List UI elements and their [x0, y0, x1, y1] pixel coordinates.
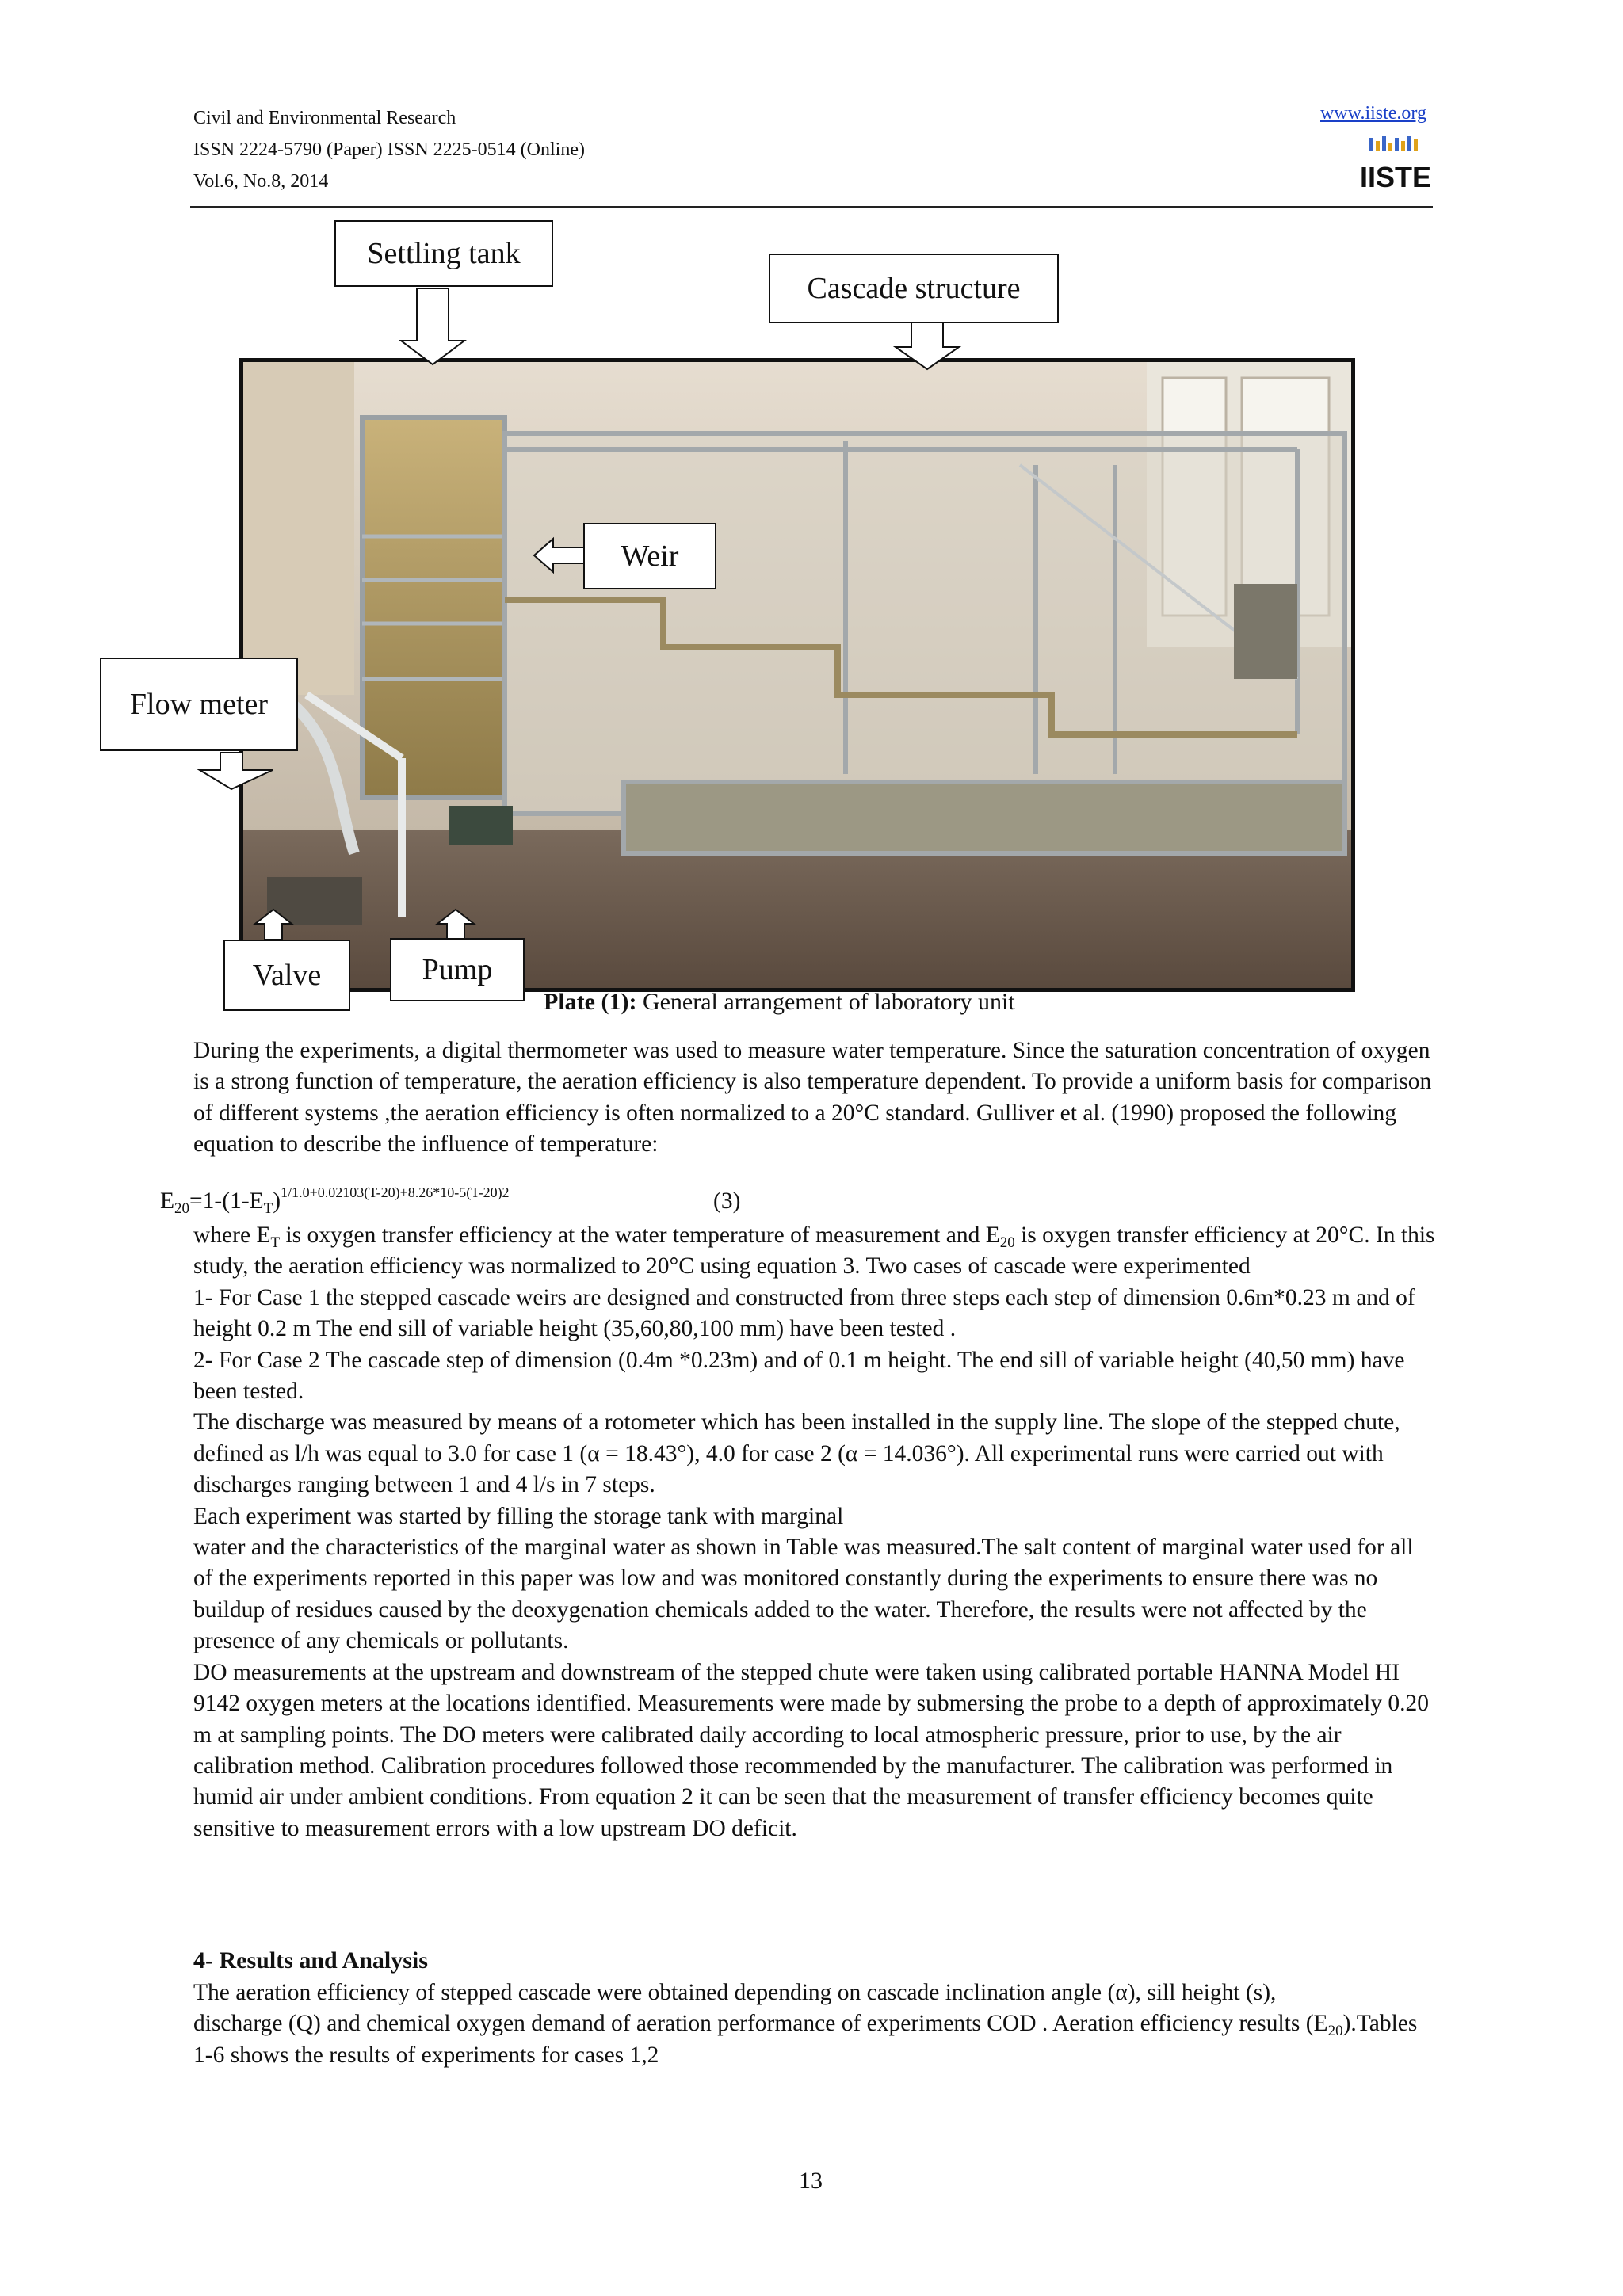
paragraph-results: The aeration efficiency of stepped cascade were obtained depending on cascade inclination angle (α), sill height (s), discharge (Q) and chemical oxygen demand of aeration performance of experiments COD . Aeration efficiency results $(E_{20}).Tables$ 1-6 shows the results of experiments for cases 1,2: [193, 1980, 1418, 2068]
case-1-text: 1- For Case 1 the stepped cascade weirs are designed and constructed from three steps each step of dimension 0.6m*0.23 m and of height 0.2 m The end sill of variable height (35,60,80,100 mm) have been tested .: [193, 1284, 1415, 1342]
laboratory-photo: [239, 358, 1355, 992]
iiste-logo: [1359, 135, 1432, 196]
equation-3: $E_{20}=1-(1-E_T)^{1/1.0+0.02103(T-20)+8.26*10-5(T-20)2}$: [160, 1184, 510, 1217]
volume-line: Vol.6, No.8, 2014: [193, 171, 329, 192]
flow-meter-arrow-icon: [197, 751, 276, 791]
case-2-text: 2- For Case 2 The cascade step of dimension (0.4m *0.23m) and of 0.1 m height. The end sill of variable height (40,50 mm) have been tested.: [193, 1347, 1405, 1405]
section-heading: 4- Results and Analysis: [193, 1947, 428, 1974]
valve-arrow-icon: [254, 908, 293, 941]
cascade-arrow-icon: [894, 320, 960, 371]
settling-tank-label: Settling tank: [334, 220, 553, 287]
page-number: 13: [799, 2168, 823, 2194]
pump-arrow-icon: [436, 908, 475, 941]
experiment-text-a: Each experiment was started by filling the storage tank with marginal: [193, 1503, 844, 1529]
issn-line: ISSN 2224-5790 (Paper) ISSN 2225-0514 (Online): [193, 139, 585, 160]
cascade-structure-label: Cascade structure: [769, 254, 1059, 323]
svg-text:IISTE: IISTE: [1359, 161, 1432, 193]
equation-number: (3): [713, 1188, 741, 1214]
figure-caption: [544, 989, 1015, 1016]
settling-tank-arrow-icon: [399, 287, 466, 366]
valve-label: Valve: [223, 940, 350, 1011]
weir-arrow-icon: [533, 537, 586, 574]
journal-title: Civil and Environmental Research: [193, 108, 456, 128]
experiment-text-b: water and the characteristics of the marginal water as shown in Table was measured.The salt content of marginal water used for all of the experiments reported in this paper was low and was monitored constantly during the experiments to ensure there was no buildup of residues caused by the deoxygenation chemicals added to the water. Therefore, the results were not affected by the presence of any chemicals or pollutants.: [193, 1535, 1414, 1654]
journal-url-link[interactable]: www.iiste.org: [1320, 103, 1426, 124]
paragraph-temperature: During the experiments, a digital thermometer was used to measure water temperature. Since the saturation concentration of oxygen is a strong function of temperature, the aeration efficiency is also temperature dependent. To provide a uniform basis for comparison of different systems ,the aeration efficiency is often normalized to a 20°C standard. Gulliver et al. (1990) proposed the following equation to describe the influence of temperature:: [193, 1038, 1432, 1158]
caption-label: Plate (1):: [544, 989, 637, 1015]
discharge-text: The discharge was measured by means of a rotometer which has been installed in the supply line. The slope of the stepped chute, defined as l/h was equal to 3.0 for case 1 (α = 18.43°), 4.0 for case 2 (α = 14.036°). All experimental runs were carried out with discharges ranging between 1 and 4 l/s in 7 steps.: [193, 1409, 1400, 1498]
header-rule: [190, 206, 1433, 208]
flow-meter-label: Flow meter: [100, 658, 298, 751]
paragraph-where: where $E_T$ is oxygen transfer efficiency at the water temperature of measurement and $E_{20}$ is oxygen transfer efficiency at 20°C. In this study, the aeration efficiency was normalized to 20°C using equation 3. Two cases of cascade were experimented 1- For Case 1 the stepped cascade weirs are designed and constructed from three steps each step of dimension 0.6m*0.23 m and of height 0.2 m The end sill of variable height (35,60,80,100 mm) have been tested . 2- For Case 2 The cascade step of dimension (0.4m *0.23m) and of 0.1 m height. The end sill of variable height (40,50 mm) have been tested. The discharge was measured by means of a rotometer which has been installed in the supply line. The slope of the stepped chute, defined as l/h was equal to 3.0 for case 1 (α = 18.43°), 4.0 for case 2 (α = 14.036°). All experimental runs were carried out with discharges ranging between 1 and 4 l/s in 7 steps. Each experiment was started by filling the storage tank with marginal water and the characteristics of the marginal water as shown in Table was measured.The salt content of marginal water used for all of the experiments reported in this paper was low and was monitored constantly during the experiments to ensure there was no buildup of residues caused by the deoxygenation chemicals added to the water. Therefore, the results were not affected by the presence of any chemicals or pollutants. DO measurements at the upstream and downstream of the stepped chute were taken using calibrated portable HANNA Model HI 9142 oxygen meters at the locations identified. Measurements were made by submersing the probe to a depth of approximately 0.20 m at sampling points. The DO meters were calibrated daily according to local atmospheric pressure, prior to use, by the air calibration method. Calibration procedures followed those recommended by the manufacturer. The calibration was performed in humid air under ambient conditions. From equation 2 it can be seen that the measurement of transfer efficiency becomes quite sensitive to measurement errors with a low upstream DO deficit.: [193, 1220, 1436, 1844]
weir-label: Weir: [583, 523, 716, 589]
pump-label: Pump: [390, 938, 525, 1001]
do-measurement-text: DO measurements at the upstream and downstream of the stepped chute were taken using calibrated portable HANNA Model HI 9142 oxygen meters at the locations identified. Measurements were made by submersing the probe to a depth of approximately 0.20 m at sampling points. The DO meters were calibrated daily according to local atmospheric pressure, prior to use, by the air calibration method. Calibration procedures followed those recommended by the manufacturer. The calibration was performed in humid air under ambient conditions. From equation 2 it can be seen that the measurement of transfer efficiency becomes quite sensitive to measurement errors with a low upstream DO deficit.: [193, 1659, 1429, 1841]
caption-text: General arrangement of laboratory unit: [636, 989, 1015, 1015]
